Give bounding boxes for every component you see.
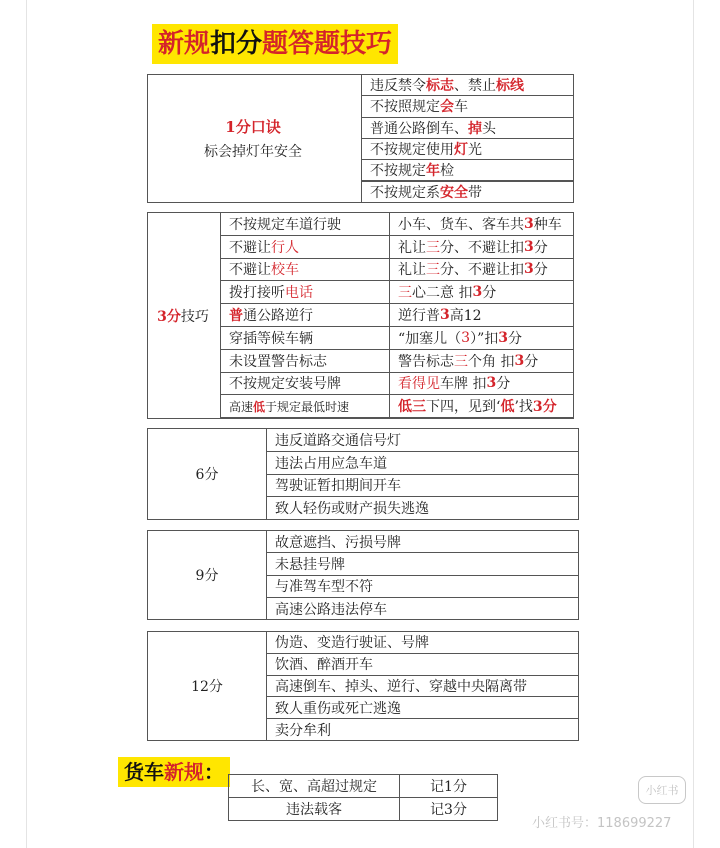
highlight-text: 年 — [426, 163, 440, 180]
three-point-label-tips: 技巧 — [180, 308, 209, 325]
text-segment: 礼让 — [398, 239, 426, 256]
text-segment: 警告标志 — [398, 353, 454, 370]
text-segment: 分 — [533, 239, 548, 256]
one-point-item — [361, 117, 574, 139]
text-segment: 不按规定使用 — [370, 142, 454, 159]
three-point-row — [220, 258, 574, 282]
text-segment: 不按规定车道行驶 — [229, 216, 341, 233]
three-point-rule — [221, 304, 390, 326]
twelve-point-item: 卖分牟利 — [266, 718, 579, 741]
three-point-tip — [390, 305, 573, 325]
highlight-text: 3 — [514, 352, 525, 369]
highlight-text: 灯 — [454, 142, 468, 159]
text-segment: 不避让 — [229, 239, 271, 256]
one-point-item — [361, 74, 574, 96]
highlight-text: 行人 — [271, 239, 299, 256]
title-part-question: 题 — [262, 29, 289, 59]
three-point-label-points: 3分 — [157, 308, 181, 325]
highlight-text: 3 — [498, 329, 509, 346]
text-segment: 逆行普 — [398, 308, 440, 325]
highlight-text: 普 — [229, 308, 243, 325]
one-point-heading: 1分口诀 — [225, 118, 281, 136]
highlight-text: 三 — [398, 285, 412, 302]
one-point-item — [361, 159, 574, 181]
nine-point-item: 高速公路违法停车 — [266, 597, 579, 620]
three-point-rule — [221, 236, 390, 258]
three-point-row — [220, 326, 574, 350]
three-point-tip — [390, 351, 573, 371]
one-point-item — [361, 181, 574, 203]
truck-points: 记3分 — [430, 802, 467, 818]
text-segment: 小车、货车、客车共 — [398, 216, 524, 233]
three-point-tip — [390, 282, 573, 302]
three-point-tip — [390, 373, 573, 393]
truck-heading — [118, 757, 230, 787]
three-point-tip — [390, 237, 573, 257]
three-point-row — [220, 280, 574, 304]
text-segment: 高12 — [449, 308, 482, 325]
three-point-rule — [221, 373, 390, 395]
truck-rule: 长、宽、高超过规定 — [229, 775, 400, 797]
page-title — [152, 24, 398, 64]
highlight-text: 低 — [253, 399, 266, 414]
six-point-item: 违法占用应急车道 — [266, 451, 579, 475]
text-segment: 分 — [533, 262, 548, 279]
highlight-text: 标志 — [426, 78, 454, 95]
twelve-point-item: 高速倒车、掉头、逆行、穿越中央隔离带 — [266, 675, 579, 698]
three-point-row — [220, 235, 574, 259]
text-segment: 拨打接听 — [229, 285, 285, 302]
highlight-text: 会 — [440, 99, 454, 116]
truck-table — [228, 774, 498, 821]
one-point-mnemonic: 标会掉灯年安全 — [204, 144, 302, 160]
highlight-text: 标线 — [496, 78, 524, 95]
truck-heading-truck: 货车 — [124, 760, 164, 784]
text-segment: 不按规定 — [370, 163, 426, 180]
one-point-item — [361, 138, 574, 160]
highlight-text: 3 — [524, 215, 534, 232]
text-segment: 礼让 — [398, 262, 426, 279]
truck-points: 记1分 — [430, 779, 467, 795]
highlight-text: 低 — [500, 399, 515, 416]
text-segment: 穿插等候车辆 — [229, 330, 313, 347]
truck-row — [228, 797, 498, 821]
text-segment: “加塞儿（ — [398, 330, 462, 347]
text-segment: 分 — [508, 330, 523, 347]
six-point-label: 6分 — [195, 467, 219, 483]
three-point-rule — [221, 350, 390, 372]
six-point-item: 违反道路交通信号灯 — [266, 428, 579, 452]
highlight-text: 3 — [524, 261, 534, 278]
text-segment: 不按照规定 — [370, 99, 440, 116]
three-point-rule — [221, 395, 390, 417]
highlight-text: 看得见 — [398, 376, 440, 393]
watermark-logo: 小红书 — [638, 776, 686, 804]
six-point-item: 驾驶证暂扣期间开车 — [266, 474, 579, 498]
three-point-rule — [221, 327, 390, 349]
three-point-rule — [221, 259, 390, 281]
three-point-row — [220, 349, 574, 373]
text-segment: 普通公路倒车、 — [370, 120, 468, 137]
highlight-text: 3 — [472, 284, 483, 301]
highlight-text: 3 — [461, 329, 471, 346]
text-segment: 未设置警告标志 — [229, 353, 327, 370]
three-point-row — [220, 394, 574, 418]
text-segment: 光 — [468, 142, 482, 159]
title-part-new: 新规 — [158, 29, 211, 59]
three-point-row — [220, 372, 574, 396]
text-segment: 车 — [454, 99, 468, 116]
text-segment: 不按规定系 — [370, 184, 440, 201]
text-segment: 车牌 扣 — [440, 376, 487, 393]
text-segment: 检 — [440, 163, 454, 180]
three-point-tip — [390, 214, 573, 234]
twelve-point-item: 致人重伤或死亡逃逸 — [266, 696, 579, 719]
three-point-tip — [390, 328, 573, 348]
text-segment: 带 — [468, 184, 482, 201]
highlight-text: 校车 — [271, 262, 299, 279]
highlight-text: 三 — [426, 262, 440, 279]
highlight-text: 3 — [486, 375, 497, 392]
highlight-text: 3分 — [532, 399, 557, 416]
one-point-item — [361, 95, 574, 117]
page-edge-right — [693, 0, 694, 848]
text-segment: 心二意 扣 — [412, 285, 473, 302]
text-segment: 通公路逆行 — [243, 308, 313, 325]
twelve-point-item: 伪造、变造行驶证、号牌 — [266, 631, 579, 654]
text-segment: 于规定最低时速 — [265, 399, 350, 414]
text-segment: 个角 扣 — [468, 353, 515, 370]
text-segment: 头 — [482, 120, 496, 137]
title-part-deduct: 扣分 — [210, 29, 263, 59]
text-segment: ’找 — [514, 399, 533, 416]
text-segment: 分 — [482, 285, 497, 302]
highlight-text: 掉 — [468, 120, 482, 137]
text-segment: 分、不避让扣 — [440, 239, 524, 256]
text-segment: 分、不避让扣 — [440, 262, 524, 279]
three-point-tip — [390, 259, 573, 279]
twelve-point-label: 12分 — [191, 679, 223, 695]
nine-point-label: 9分 — [195, 568, 219, 584]
page-edge-left — [26, 0, 27, 848]
three-point-row — [220, 212, 574, 236]
three-point-tip — [390, 396, 573, 416]
nine-point-item: 未悬挂号牌 — [266, 552, 579, 575]
highlight-text: 3 — [440, 307, 450, 324]
three-point-rule — [221, 213, 390, 235]
watermark-account: 小红书号：118699227 — [532, 816, 672, 831]
truck-rule: 违法载客 — [229, 798, 400, 820]
highlight-text: 安全 — [440, 184, 468, 201]
text-segment: 分 — [496, 376, 511, 393]
twelve-point-item: 饮酒、醉酒开车 — [266, 653, 579, 676]
text-segment: 违反禁令 — [370, 78, 426, 95]
three-point-rule — [221, 281, 390, 303]
text-segment: ）”扣 — [470, 330, 499, 347]
text-segment: 、禁止 — [454, 78, 496, 95]
nine-point-item: 故意遮挡、污损号牌 — [266, 530, 579, 553]
truck-row — [228, 774, 498, 798]
three-point-row — [220, 303, 574, 327]
highlight-text: 电话 — [285, 285, 313, 302]
highlight-text: 3 — [524, 238, 534, 255]
highlight-text: 低三 — [398, 399, 426, 416]
truck-heading-colon: ： — [204, 760, 224, 784]
text-segment: 下四，见到‘ — [426, 399, 501, 416]
text-segment: 不避让 — [229, 262, 271, 279]
three-point-label — [148, 213, 218, 418]
nine-point-item: 与准驾车型不符 — [266, 575, 579, 598]
highlight-text: 三 — [454, 353, 468, 370]
highlight-text: 三 — [426, 239, 440, 256]
text-segment: 高速 — [229, 399, 254, 414]
text-segment: 种车 — [533, 216, 562, 233]
title-part-tips: 答题技巧 — [288, 29, 393, 59]
text-segment: 分 — [524, 353, 539, 370]
truck-heading-new: 新规 — [164, 760, 204, 784]
six-point-item: 致人轻伤或财产损失逃逸 — [266, 496, 579, 520]
text-segment: 不按规定安装号牌 — [229, 376, 341, 393]
one-point-label — [148, 75, 358, 202]
